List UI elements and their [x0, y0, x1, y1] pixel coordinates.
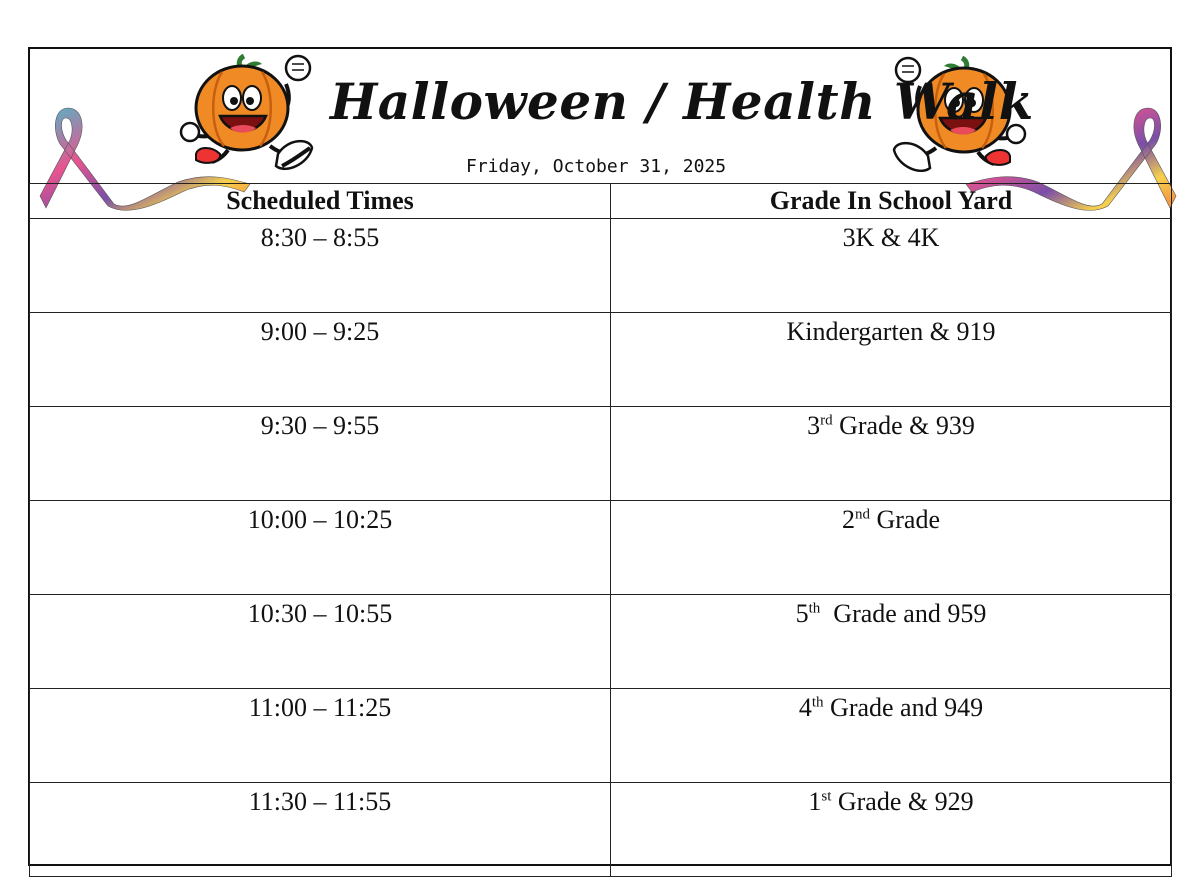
page-title: Halloween / Health Walk [330, 72, 1034, 131]
time-cell: 9:00 – 9:25 [30, 313, 611, 407]
column-header-grade: Grade In School Yard [611, 184, 1172, 219]
grade-text: 5 [795, 599, 809, 628]
time-cell: 11:30 – 11:55 [30, 783, 611, 877]
time-cell: 9:30 – 9:55 [30, 407, 611, 501]
table-row [30, 783, 1172, 877]
grade-cell [611, 689, 1172, 783]
grade-text: 3 [807, 411, 821, 440]
grade-cell [611, 501, 1172, 595]
event-date: Friday, October 31, 2025 [466, 156, 727, 177]
grade-text: 1 [808, 787, 822, 816]
grade-cell [611, 219, 1172, 313]
grade-cell [611, 783, 1172, 877]
grade-text: Kindergarten & 919 [786, 317, 996, 346]
table-row [30, 689, 1172, 783]
grade-text: 2 [841, 505, 855, 534]
table-row [30, 407, 1172, 501]
grade-text: 3K & 4K [842, 223, 940, 252]
ordinal-suffix: nd [854, 506, 870, 523]
pumpkin-mascot-icon-left [178, 54, 318, 182]
grade-cell [611, 595, 1172, 689]
time-cell: 10:30 – 10:55 [30, 595, 611, 689]
ordinal-suffix: th [808, 600, 821, 617]
table-row [30, 313, 1172, 407]
schedule-table [29, 183, 1172, 877]
ordinal-suffix: rd [820, 412, 833, 429]
time-cell: 8:30 – 8:55 [30, 219, 611, 313]
time-cell: 10:00 – 10:25 [30, 501, 611, 595]
column-header-times: Scheduled Times [30, 184, 611, 219]
grade-cell [611, 313, 1172, 407]
table-row [30, 595, 1172, 689]
grade-text-rest: Grade and 959 [820, 599, 987, 628]
grade-text-rest: Grade and 949 [823, 693, 984, 722]
ordinal-suffix: th [811, 694, 824, 711]
grade-text: 4 [798, 693, 812, 722]
table-row [30, 219, 1172, 313]
table-header-row [30, 184, 1172, 219]
table-row [30, 501, 1172, 595]
grade-text-rest: Grade & 929 [831, 787, 974, 816]
grade-cell [611, 407, 1172, 501]
grade-text-rest: Grade [869, 505, 940, 534]
grade-text-rest: Grade & 939 [832, 411, 975, 440]
time-cell: 11:00 – 11:25 [30, 689, 611, 783]
ordinal-suffix: st [821, 788, 832, 805]
